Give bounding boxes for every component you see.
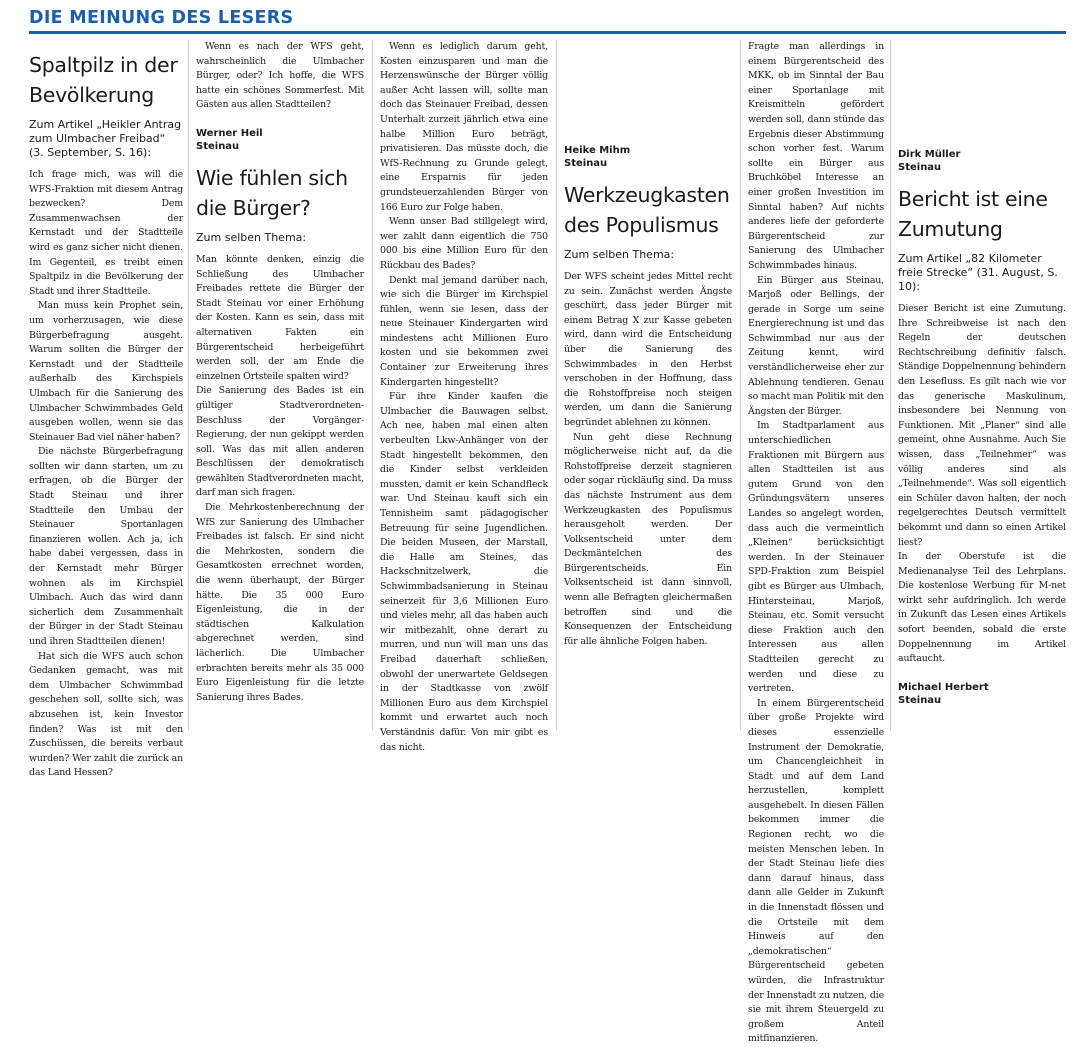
letter-4-author: Michael Herbert (898, 681, 989, 693)
letter-1-paragraph: Die nächste Bürgerbefragung sollten wir dann starten, um zu erfragen, ob die Bürger der Stadt Steinau und ihrer Stadtteile den Umbau der Steinauer Sportanlagen finanzieren wollen. Ach ja, ich habe dabei vergessen, dass in der Kernstadt mehr Bürger wohnen als im Kirchspiel Ulmbach. Auch das wird dann sicherlich dem Zusammenhalt der Bürger in der Stadt Steinau und ihren Stadtteilen dienen! (29, 446, 183, 647)
letter-2-paragraph: Die Sanierung des Bades ist ein gültiger Stadtverordneten-Beschluss der Vorgänger-Regierung, der nun gekippt werden soll. Was das mit allen anderen Beschlüssen der demokratisch gewählten Stadtverordneten macht, darf man sich fragen. (196, 385, 364, 499)
column-divider (740, 40, 741, 730)
column-divider (556, 40, 557, 730)
letter-2-place: Steinau (564, 158, 608, 169)
letter-4-paragraph: Dieser Bericht ist eine Zumutung. Ihre Schreibweise ist nach den Regeln der deutschen Rechtschreibung definitiv falsch. Ständige Doppelnennung behindern den Lesefluss. Es gilt nach wie vor das generische Maskulinum, insbesondere bei Nennung von Funktionen. Mit „Planer“ sind alle gemeint, ohne Ausnahme. Auch Sie wissen, dass „Teilnehmer“ was völlig anderes sind als „Teilnehmende“. Was soll eigentlich ein Schüler davon halten, der noch regelgerechtes Deutsch vermittelt bekommt und dann so einen Artikel liest? (898, 303, 1066, 548)
letter-2-paragraph: Für ihre Kinder kaufen die Ulmbacher die Bauwagen selbst. Ach nee, haben mal einen alten verbeulten Lkw-Anhänger von der Stadt hingestellt bekommen, den die Kinder selbst verkleiden mussten, damit er kein Schandfleck war. Und Steinau kauft sich ein Tennisheim samt pädagogischer Betreuung für seine Jugendlichen. Die beiden Museen, der Marstall, die Halle am Steines, das Hackschnitzelwerk, die Schwimmbadsanierung in Steinau seinerzeit für 3,6 Millionen Euro und vieles mehr, all das haben auch wir mitbezahlt, ohne derart zu murren, und nun will man uns das Freibad dauerhaft schließen, obwohl der unerwartete Geldsegen in der Stadtkasse von zwölf Millionen Euro aus dem Kirchspiel kommt und erwartet auch noch Verständnis dafür. Von mir gibt es das nicht. (380, 391, 548, 753)
letter-2-headline: Wie fühlen sich die Bürger? (196, 165, 348, 220)
letter-4-place: Steinau (898, 694, 942, 706)
letter-2-paragraph: Wenn es lediglich darum geht, Kosten einzusparen und man die Herzenswünsche der Bürger völlig außer Acht lassen will, sollte man doch das Steinauer Freibad, dessen Unterhalt zurzeit jährlich etwa eine halbe Million Euro beträgt, privatisieren. Das müsste doch, die WfS-Rechnung zu Grunde gelegt, eine Ersparnis für jeden grundsteuerzahlenden Bürger von 166 Euro zur Folge haben. (380, 41, 548, 213)
letter-3-paragraph: Nun geht diese Rechnung möglicherweise nicht auf, da die Rohstoffpreise derzeit stagnieren oder sogar rückläufig sind. Da muss das nächste Instrument aus dem Werkzeugkasten des Populismus herausgeholt werden. Der Volksentscheid unter dem Deckmäntelchen des Bürgerentscheids. Ein Volksentscheid ist dann sinnvoll, wenn alle Befragten gleichermaßen betroffen sind und die Konsequenzen der Entscheidung für alle ähnliche Folgen haben. (564, 431, 732, 647)
letter-4-reference: Zum Artikel „82 Kilometer freie Strecke“ (31. August, S. 10): (898, 252, 1058, 293)
letter-3-headline: Werkzeugkasten des Populismus (564, 183, 730, 237)
letter-1-paragraph: Wenn es nach der WFS geht, wahrscheinlich die Ulmbacher Bürger, oder? Ich hoffe, die WFS hatte ein schönes Sommerfest. Mit Gästen aus allen Stadtteilen? (196, 41, 364, 111)
letter-3-paragraph: Im Stadtparlament aus unterschiedlichen Fraktionen mit Bürgern aus allen Stadtteilen ist aus gutem Grund von den Gründungsvätern unseres Landes so angelegt worden, dass auch die vermeintlich „Kleinen“ berücksichtigt werden. In der Steinauer SPD-Fraktion zum Beispiel gibt es Bürger aus Ulmbach, Hintersteinau, Marjoß, Steinau, etc. Somit versucht diese Fraktion auch den Interessen aus allen Stadtteilen gerecht zu werden und diese zu vertreten. (748, 420, 884, 695)
letter-3-paragraph: Fragte man allerdings in einem Bürgerentscheid des MKK, ob im Sinntal der Bau einer Sportanlage mit Kreismitteln gefördert werden soll, dann stünde das Ergebnis dieser Abstimmung schon vorher fest. Warum sollte ein Bürger aus Bruchköbel Interesse an einer großen Investition im Sinntal haben? Auf nichts anderes liefe der geforderte Bürgerentscheid zur Sanierung des Ulmbacher Schwimmbades hinaus. (748, 41, 884, 271)
column-divider (188, 40, 189, 730)
letter-2-paragraph: Wenn unser Bad stillgelegt wird, wer zahlt dann eigentlich die 750 000 bis eine Million Euro für den Rückbau des Bades? (380, 216, 548, 271)
letter-1-reference: Zum Artikel „Heikler Antrag zum Ulmbacher Freibad“ (3. September, S. 16): (29, 118, 182, 159)
letter-3-paragraph: Ein Bürger aus Steinau, Marjoß oder Bellings, der gerade in Sorge um seine Energierechnung ist und das Schwimmbad nur aus der Zeitung kennt, wird verständlicherweise eher zur Ablehnung tendieren. Genau so macht man Politik mit den Ängsten der Bürger. (748, 274, 884, 417)
column-6 (898, 40, 1066, 730)
letter-2-reference: Zum selben Thema: (196, 230, 307, 244)
letter-1-paragraph: Man muss kein Prophet sein, um vorherzusagen, wie diese Bürgerbefragung ausgeht. Warum sollten die Bürger der Kernstadt und der Stadtteile außerhalb des Kirchspiels Ulmbach für die Sanierung des Ulmbacher Schwimmbades Geld ausgeben wollen, wenn sie das Steinauer Bad viel näher haben? (29, 300, 183, 443)
letter-2-author: Heike Mihm (564, 145, 631, 156)
letter-4-headline: Bericht ist eine Zumutung (898, 187, 1048, 241)
column-divider (890, 40, 891, 730)
letter-2-paragraph: Die Mehrkostenberechnung der WfS zur Sanierung des Ulmbacher Freibades ist falsch. Er sind nicht die Mehrkosten, sondern die Gesamtkosten errechnet worden, die wenn überhaupt, der Bürger hätte. Die 35 000 Euro Eigenleistung, die in der städtischen Kalkulation abgerechnet werden, sind lächerlich. Die Ulmbacher erbrachten bereits mehr als 35 000 Euro Eigenleistung für die letzte Sanierung ihres Bades. (196, 502, 364, 703)
letter-3-reference: Zum selben Thema: (564, 248, 675, 261)
section-rule (29, 31, 1066, 34)
letter-1-place: Steinau (196, 140, 240, 152)
column-1 (29, 40, 183, 779)
letter-3-paragraph: In einem Bürgerentscheid über große Projekte wird dieses essenzielle Instrument der Demokratie, um Chancengleichheit in Stadt und auf dem Land herzustellen, komplett ausgehebelt. In diesen Fällen bekommen immer die Regionen recht, wo die meisten Menschen leben. In der Stadt Steinau liefe dies dann darauf hinaus, dass dann alle Gelder in Zukunft in die Innenstadt flössen und die Ortsteile mit dem Hinweis auf den „demokratischen“ Bürgerentscheid gebeten würden, die Infrastruktur der Innenstadt zu nutzen, die sie mit ihrem Steuergeld zu großem Anteil mitfinanzieren. (748, 697, 884, 1045)
column-divider (372, 40, 373, 730)
letter-1-paragraph: Hat sich die WFS auch schon Gedanken gemacht, was mit dem Ulmbacher Schwimmbad geschehen soll, sollte sich, was abzusehen ist, kein Investor finden? Was ist mit den Zuschüssen, die bereits verbaut wurden? Wer zahlt die zurück an das Land Hessen? (29, 650, 183, 779)
column-3 (380, 40, 548, 753)
letter-1-headline: Spaltpilz in der Bevölkerung (29, 53, 178, 107)
letter-2-paragraph: Man könnte denken, einzig die Schließung des Ulmbacher Freibades rettete die Bürger der Stadt Steinau vor einer Erhöhung der Kosten. Kann es sein, dass mit alternativen Fakten ein Bürgerentscheid herbeigeführt werden soll, der am Ende die einzelnen Ortsteile spalten wird? (196, 253, 364, 382)
letter-2-paragraph: Denkt mal jemand darüber nach, wie sich die Bürger im Kirchspiel fühlen, wenn sie lesen, dass der neue Steinauer Kindergarten wird mindestens acht Millionen Euro kosten und sie bekommen zwei Container zur Erweiterung ihres Kindergarten hingestellt? (380, 274, 548, 388)
letter-4-paragraph: In der Oberstufe ist die Medienanalyse Teil des Lehrplans. Die kostenlose Werbung für M-net wirkt sehr aufdringlich. Ich werde in Zukunft das Lesen eines Artikels sofort beenden, sobald die erste Doppelnennung im Artikel auftaucht. (898, 551, 1066, 665)
letter-3-place: Steinau (898, 162, 942, 173)
section-title: DIE MEINUNG DES LESERS (29, 8, 294, 28)
letter-3-paragraph: Der WFS scheint jedes Mittel recht zu sein. Zunächst werden Ängste geschürt, dass jeder Bürger mit einem Betrag X zur Kasse gebeten wird, dann wird die Entscheidung über die Sanierung des Schwimmbades in den Herbst verschoben in der Hoffnung, dass die Rohstoffpreise noch steigen werden, um dann die Sanierung begründet ablehnen zu können. (564, 271, 732, 428)
letter-1-author: Werner Heil (196, 127, 263, 139)
letter-1-paragraph: Ich frage mich, was will die WFS-Fraktion mit diesem Antrag bezwecken? Dem Zusammenwachsen der Kernstadt und der Stadtteile wird es ganz sicher nicht dienen. Im Gegenteil, es treibt einen Spaltpilz in die Bevölkerung der Stadt und ihrer Stadtteile. (29, 169, 183, 297)
column-5 (748, 40, 884, 1045)
column-2 (196, 40, 364, 730)
letter-3-author: Dirk Müller (898, 149, 961, 160)
column-4 (564, 40, 732, 730)
